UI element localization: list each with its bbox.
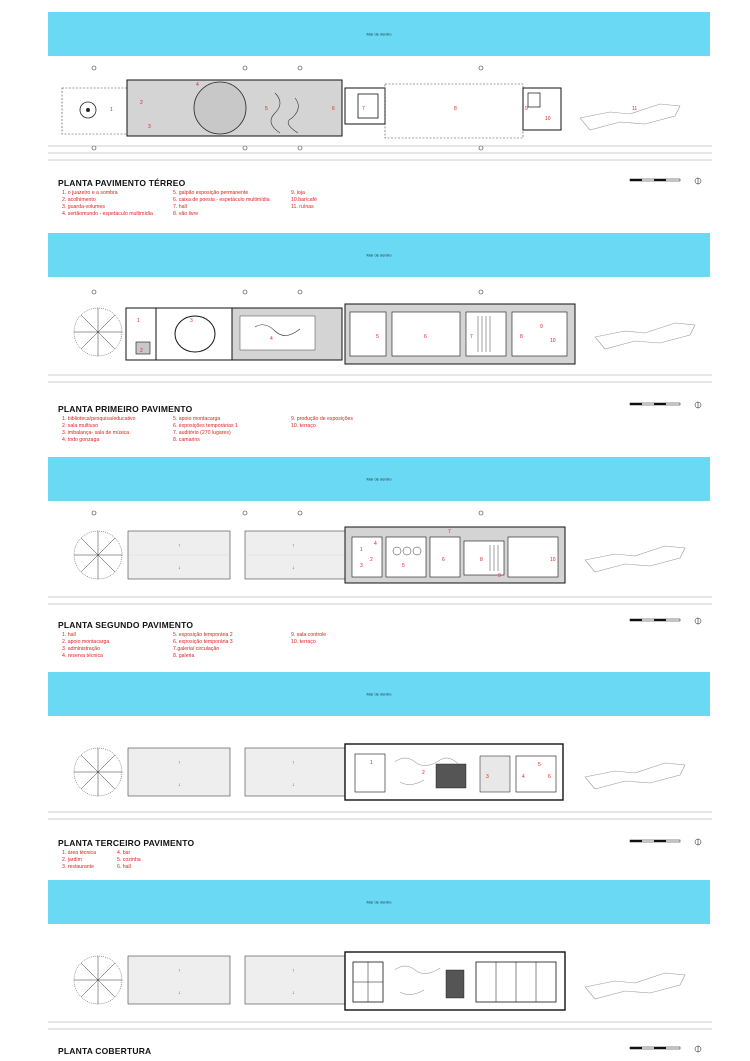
svg-text:↓: ↓ [178,782,181,788]
svg-text:11: 11 [632,106,638,112]
legend-item: 9. sala controle [291,632,327,638]
svg-text:3: 3 [486,774,489,780]
legend-item: 8. camarins [173,437,200,443]
sertaomundo-dome [194,82,246,134]
legend-item: 11. ruínas [291,204,314,210]
legend-item: 10.bar/café [291,197,317,203]
bar-cafe-block [523,88,561,130]
svg-text:7: 7 [448,529,451,535]
legend-item: 3. imbalança- sala de música [62,430,130,436]
legend-item: 5. galpão exposição permanente [173,190,249,196]
scale-bar [628,1045,708,1057]
roof-slabs [128,956,345,1004]
scale-bar [628,838,708,850]
legend-item: 7. auditório (270 lugares) [173,430,231,436]
sea-label: Mar de dentro [366,476,392,482]
sea-label: Mar de dentro [366,31,392,37]
svg-text:8: 8 [454,106,457,112]
svg-text:↓: ↓ [178,565,181,571]
legend-item: 3. guarda-volumes [62,204,105,210]
svg-text:6: 6 [424,334,427,340]
svg-text:8: 8 [480,557,483,563]
scale-bar [628,401,708,413]
svg-text:2: 2 [370,557,373,563]
plan-title: PLANTA COBERTURA [58,1046,152,1056]
legend-item: 3. restaurante [62,864,95,870]
floor-plan [40,282,720,392]
legend-item: 2. apoio montacarga [62,639,110,645]
svg-text:9: 9 [498,573,501,579]
svg-text:↑: ↑ [292,543,295,549]
legend-item: 1. o juazeiro e a sombra [62,190,118,196]
legend-item: 6. caixa de poesia - espetáculo multimídia [173,197,270,203]
floor-plan [40,722,720,830]
svg-text:7: 7 [362,106,365,112]
legend-item: 4. reserva técnica [62,653,103,659]
svg-text:6: 6 [442,557,445,563]
svg-text:10: 10 [550,557,556,563]
street-lines [48,146,712,160]
legend-item: 2. sala multiuso [62,423,99,429]
sea-label: Mar de dentro [366,691,392,697]
legend-item: 7. hall [173,204,187,210]
svg-text:6: 6 [332,106,335,112]
svg-text:2: 2 [422,770,425,776]
juazeiro-plaza [62,88,127,134]
svg-text:2: 2 [140,100,143,106]
svg-text:7: 7 [470,334,473,340]
svg-text:5: 5 [376,334,379,340]
tree-icon [74,531,122,579]
sea-band [48,233,710,277]
legend-item: 2. jardim [62,857,82,863]
legend-item: 1. biblioteca/pesquisa/educativo [62,416,136,422]
tree-icon [74,956,122,1004]
legend-item: 10. terraço [291,639,316,645]
floor-plan [40,58,720,173]
svg-text:5: 5 [538,762,541,768]
svg-text:4: 4 [196,82,199,88]
legend-item: 6. exposições temporárias 1 [173,423,238,429]
sea-label: Mar de dentro [366,899,392,905]
svg-text:6: 6 [548,774,551,780]
core-stairs [345,88,385,124]
svg-text:↓: ↓ [292,565,295,571]
legend-item: 8. vão livre [173,211,199,217]
svg-text:4: 4 [374,541,377,547]
sea-band [48,12,710,56]
svg-text:↑: ↑ [178,760,181,766]
plan-title: PLANTA PRIMEIRO PAVIMENTO [58,404,193,414]
plan-title: PLANTA SEGUNDO PAVIMENTO [58,620,194,630]
scale-bar [628,177,708,189]
legend-item: 9. produção de exposições [291,416,354,422]
svg-text:9: 9 [540,324,543,330]
tree-icon [74,748,122,796]
svg-text:3: 3 [360,563,363,569]
svg-text:1: 1 [370,760,373,766]
tree-icon [74,308,122,356]
legend-item: 4. sertãomundo - espetáculo multimídia [62,211,153,217]
legend-item: 6. hall [117,864,131,870]
svg-text:4: 4 [522,774,525,780]
svg-text:10: 10 [550,338,556,344]
svg-text:3: 3 [148,124,151,130]
legend-item: 8. galeria [173,653,195,659]
floor-plan [40,932,720,1040]
legend-item: 1. hall [62,632,76,638]
floor-plan [40,505,720,615]
svg-text:5: 5 [402,563,405,569]
svg-text:10: 10 [545,116,551,122]
svg-text:↓: ↓ [178,990,181,996]
legend-item: 5. cozinha [117,857,141,863]
plan-title: PLANTA PAVIMENTO TÉRREO [58,178,186,188]
svg-text:5: 5 [265,106,268,112]
svg-text:3: 3 [190,318,193,324]
legend-item: 4. bar [117,850,131,856]
svg-text:9: 9 [525,106,528,112]
plan-title: PLANTA TERCEIRO PAVIMENTO [58,838,195,848]
svg-text:8: 8 [520,334,523,340]
sea-band [48,672,710,716]
svg-text:2: 2 [140,348,143,354]
scale-bar [628,617,708,629]
roof-slabs [128,748,345,796]
legend-item: 4. todo gonzaga [62,437,100,443]
legend-item: 2. acolhimento [62,197,96,203]
legend-item: 1. área técnica [62,850,97,856]
svg-text:↑: ↑ [292,760,295,766]
legend-item: 7.galeria/ circulação [173,646,220,652]
legend-item: 5. exposição temporária 2 [173,632,233,638]
svg-text:↓: ↓ [292,990,295,996]
legend-item: 6. exposição temporária 3 [173,639,233,645]
sea-label: Mar de dentro [366,252,392,258]
sea-band [48,880,710,924]
svg-text:1: 1 [137,318,140,324]
legend-item: 9. loja [291,190,305,196]
svg-text:↑: ↑ [178,543,181,549]
svg-text:↑: ↑ [292,968,295,974]
svg-text:4: 4 [270,336,273,342]
svg-text:↓: ↓ [292,782,295,788]
svg-text:↑: ↑ [178,968,181,974]
legend-item: 10. terraço [291,423,316,429]
garden-grid [436,764,466,788]
legend-item: 5. apoio montacarga [173,416,221,422]
legend-item: 3. administração [62,646,101,652]
svg-text:1: 1 [110,107,113,113]
sea-band [48,457,710,501]
svg-text:1: 1 [360,547,363,553]
ruins [580,104,680,130]
